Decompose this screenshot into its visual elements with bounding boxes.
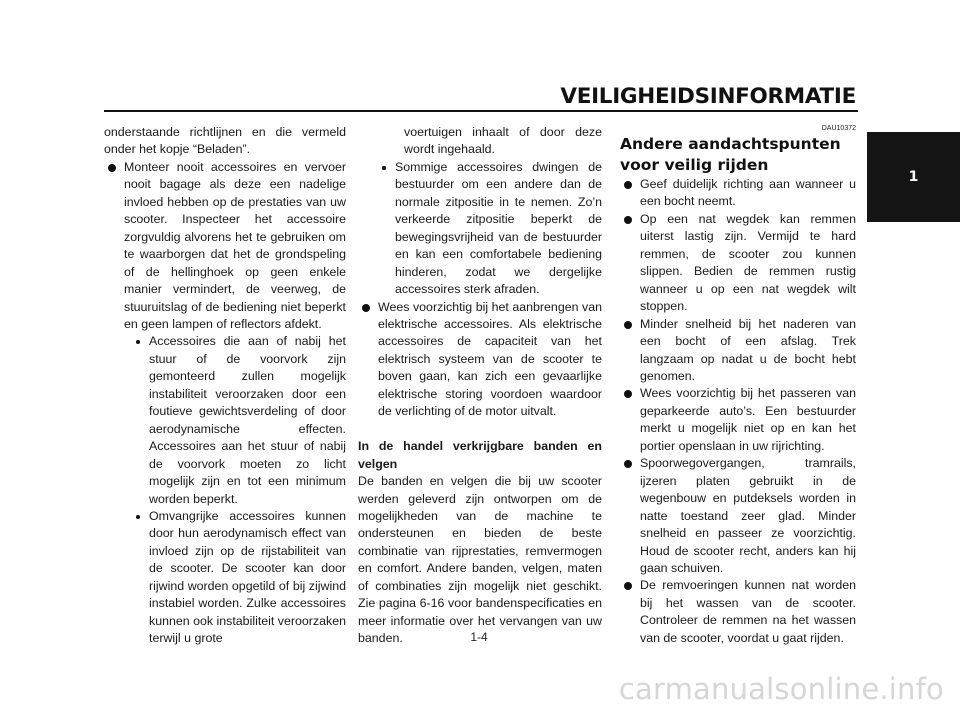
bullet-text: Wees voorzichtig bij het passeren van geparkeerde auto’s. Een bestuurder merkt u mogelijk niet op en kan het portier openslaan in uw rijrichting. [640,386,856,453]
section-title: Andere aandachtspunten voor veilig rijden [620,135,841,174]
column-1 [104,124,346,648]
chapter-tab [867,132,960,222]
sub-bullet-text: Accessoires die aan of nabij het stuur of de voorvork zijn gemonteerd zullen mogelijk instabiliteit veroorzaken door een foutieve gewichtsverdeling of door aerodynamische effecten. Accessoires aan het stuur of nabij de voorvork moeten zo licht mogelijk zijn en tot een minimum worden beperkt. [149,334,346,506]
bullet-dot-icon [108,164,116,172]
bullet-dot-icon [624,181,632,189]
paragraph: De banden en velgen die bij uw scooter werden geleverd zijn ontworpen om de mogelijkheden van de machine te ondersteunen en bieden de beste combinatie van rijprestaties, remvermogen en comfort. Andere banden, velgen, maten of combinaties zijn mogelijk niet geschikt. Zie pagina 6-16 voor bandenspecificaties en meer informatie over het vervangen van uw banden. [358,474,602,646]
bullet-text: Wees voorzichtig bij het aanbrengen van elektrische accessoires. Als elektrische accessoires de capaciteit van het elektrisch systeem van de scooter te boven gaan, kan zich een gevaarlijke elektrische storing voordoen waardoor de verlichting of de motor uitvalt. [378,299,602,419]
sub-bullet-text: Omvangrijke accessoires kunnen door hun aerodynamisch effect van invloed zijn op de rijstabiliteit van de scooter. De scooter kan door rijwind worden opgetild of bij zijwind instabiel worden. Zulke accessoires kunnen ook instabiliteit veroorzaken terwijl u grote [149,508,346,646]
subheading: In de handel verkrijgbare banden en velgen [358,439,602,471]
bullet-item [620,455,856,577]
page-number: 1-4 [470,630,488,644]
page-header [560,84,856,109]
column-3 [620,124,856,647]
bullet-item [620,211,856,316]
bullet-dot-icon [362,304,370,312]
bullet-text: Spoorwegovergangen, tramrails, ijzeren platen gebruikt in de wegenbouw en putdeksels worden in natte toestand zeer glad. Minder snelheid en passeer ze voorzichtig. Houd de scooter recht, anders kan hij gaan schuiven. [640,456,856,575]
chapter-number: 1 [908,169,919,185]
header-rule [104,110,858,112]
watermark: carmanualsonline.info [618,672,944,706]
sub-bullet-item [104,333,346,508]
bullet-text: Geef duidelijk richting aan wanneer u een bocht neemt. [640,177,856,209]
sub-bullet-dot-icon [382,166,386,170]
reference-code: DAU10372 [821,125,856,132]
bullet-text: Monteer nooit accessoires en vervoer nooit bagage als deze een nadelige invloed hebben op de prestaties van uw scooter. Inspecteer het accessoire zorgvuldig alvorens het te gebruiken om te waarborgen dat het de grondspeling of de hellinghoek op geen enkele manier vermindert, de veerweg, de stuuruitslag of de bediening niet beperkt en geen lampen of reflectors afdekt. [124,159,346,331]
bullet-dot-icon [624,321,632,329]
sub-bullet-item [358,159,602,299]
bullet-item [620,385,856,455]
bullet-item [620,577,856,647]
bullet-dot-icon [624,582,632,590]
sub-bullet-item [104,508,346,648]
intro-text: onderstaande richtlijnen en die vermeld onder het kopje “Beladen”. [104,125,346,157]
header-title: VEILIGHEIDSINFORMATIE [560,84,856,109]
bullet-item [620,316,856,386]
bullet-text: Op een nat wegdek kan remmen uiterst lastig zijn. Vermijd te hard remmen, de scooter zou kunnen slippen. Bedien de remmen rustig wanneer u op een nat wegdek wilt stoppen. [640,211,856,314]
bullet-text: Minder snelheid bij het naderen van een bocht of een afslag. Trek langzaam op nadat u de bocht hebt genomen. [640,316,856,383]
bullet-dot-icon [624,390,632,398]
bullet-text: De remvoeringen kunnen nat worden bij het wassen van de scooter. Controleer de remmen na het wassen van de scooter, voordat u gaat rijden. [640,578,856,645]
column-2 [358,124,602,648]
bullet-item [358,299,602,421]
bullet-dot-icon [624,460,632,468]
sub-bullet-dot-icon [136,340,140,344]
bullet-item [620,176,856,211]
sub-bullet-text: Sommige accessoires dwingen de bestuurder om een andere dan de normale zitpositie in te nemen. Zo’n verkeerde zitpositie beperkt de bewegingsvrijheid van de bestuurder en kan een comfortabele bediening hinderen, zodat we dergelijke accessoires sterk afraden. [395,159,602,297]
sub-bullet-dot-icon [136,515,140,519]
bullet-dot-icon [624,216,632,224]
continuation-text: voertuigen inhaalt of door deze wordt ingehaald. [404,125,602,157]
bullet-item [104,159,346,334]
